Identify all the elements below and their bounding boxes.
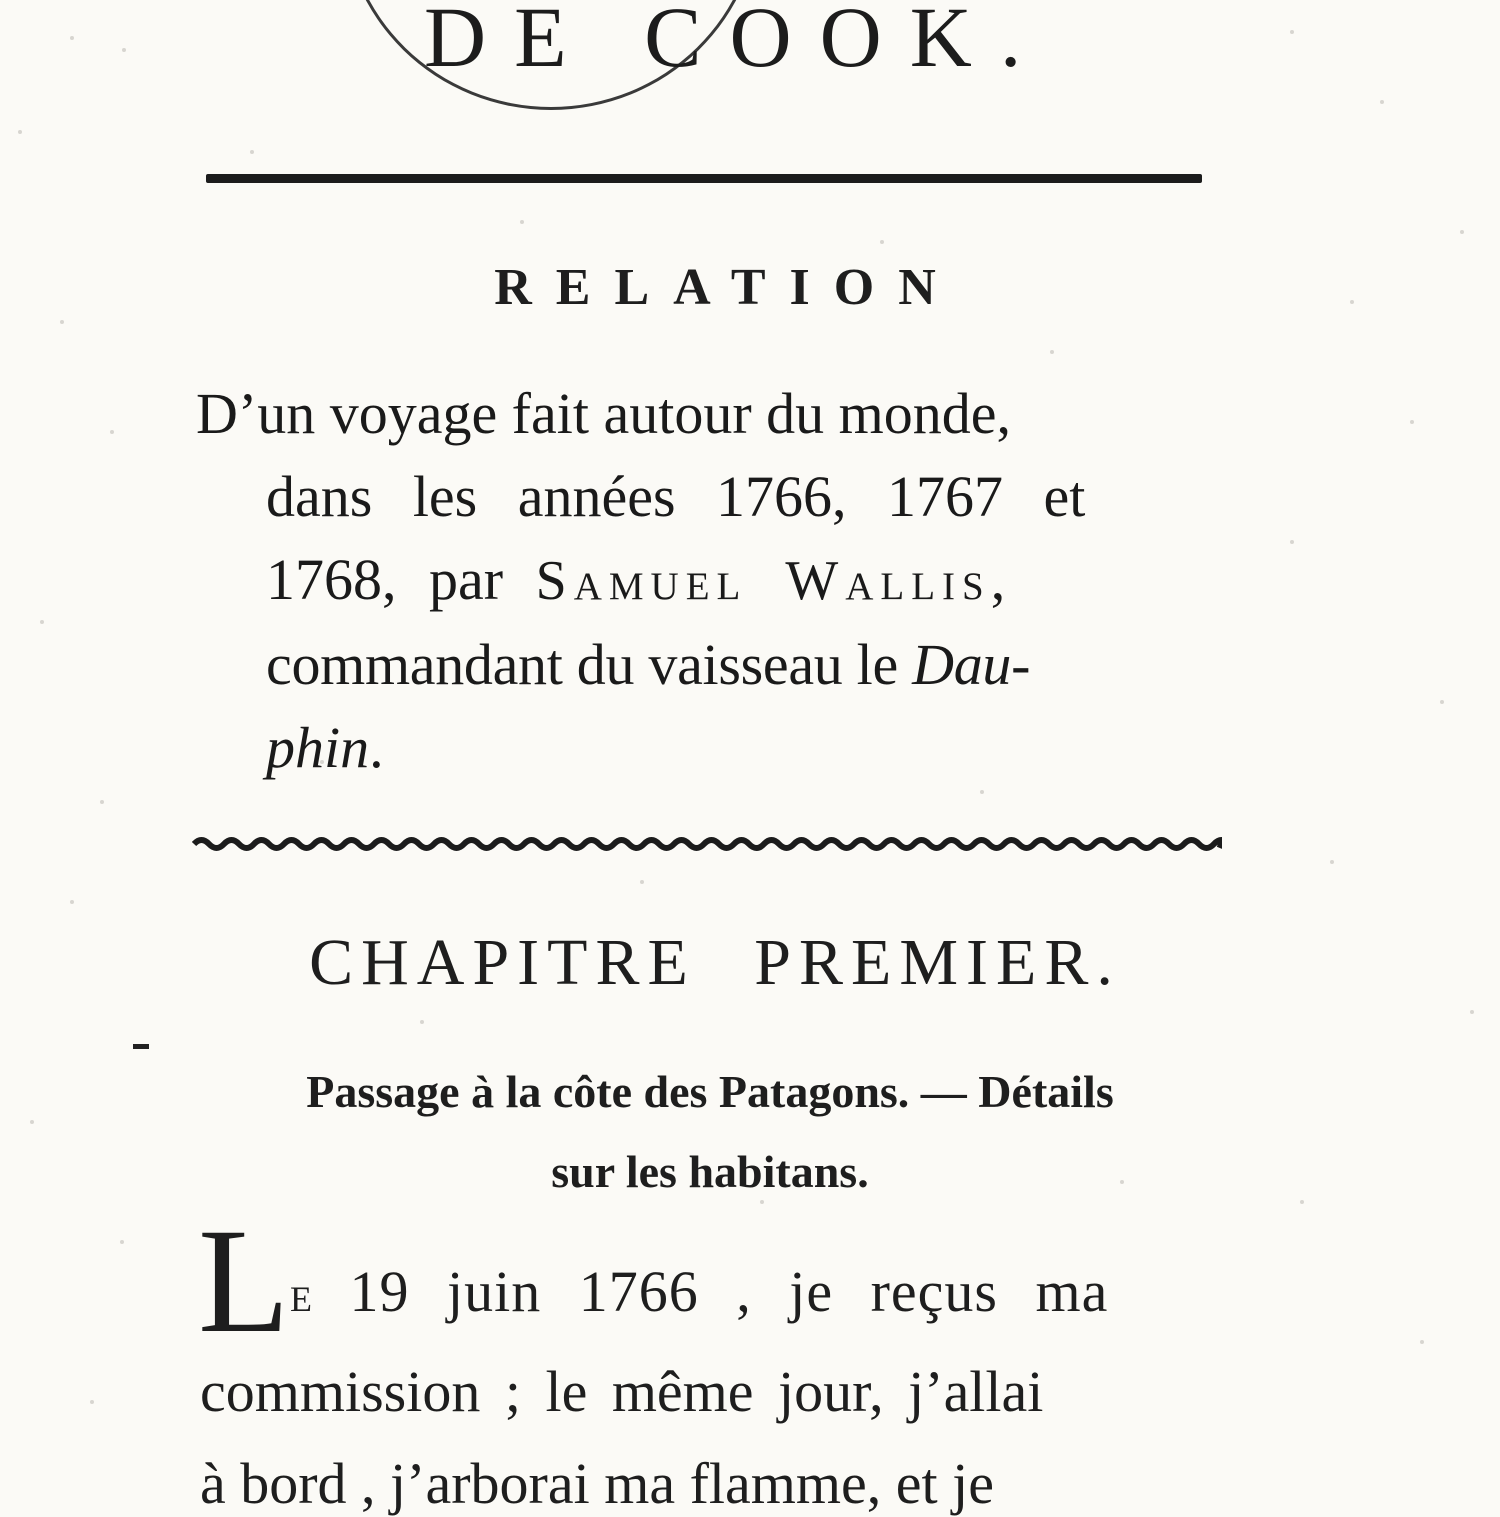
chapter-summary xyxy=(190,1052,1230,1212)
desc-line-4-text: commandant du vaisseau le xyxy=(266,632,913,697)
body-line-1-text: 19 juin 1766 , je reçus ma xyxy=(312,1259,1109,1324)
desc-line-5 xyxy=(196,706,1226,789)
drop-cap: L xyxy=(198,1198,290,1364)
margin-mark xyxy=(133,1044,149,1049)
body-line-1 xyxy=(290,1258,1108,1325)
relation-title: RELATION xyxy=(494,259,960,316)
relation-description xyxy=(196,372,1226,789)
desc-line-1: D’un voyage fait autour du monde, xyxy=(196,381,1012,446)
desc-line-5-period: . xyxy=(369,715,384,780)
running-head: DE COOK. xyxy=(424,0,1050,85)
summary-line-1: Passage à la côte des Patagons. — Détails xyxy=(306,1066,1114,1117)
summary-line-2: sur les habitans. xyxy=(551,1146,869,1197)
ship-name-part2: phin xyxy=(266,715,370,780)
desc-line-3 xyxy=(196,538,1226,623)
body-line-3: à bord , j’arborai ma flamme, et je xyxy=(200,1451,994,1516)
ship-name-part1: Dau- xyxy=(912,632,1031,697)
author-name: Samuel Wallis xyxy=(535,550,991,612)
chapter-title: CHAPITRE PREMIER. xyxy=(309,926,1121,999)
desc-line-3-text: 1768, par xyxy=(266,547,536,612)
body-line-2: commission ; le même jour, j’allai xyxy=(200,1359,1044,1424)
body-line-1-smallcap: e xyxy=(290,1266,312,1323)
desc-line-4 xyxy=(196,623,1226,706)
top-rule xyxy=(206,174,1202,183)
desc-line-2: dans les années 1766, 1767 et xyxy=(266,464,1086,529)
wavy-rule xyxy=(192,830,1222,856)
desc-line-3-comma: , xyxy=(990,547,1006,612)
